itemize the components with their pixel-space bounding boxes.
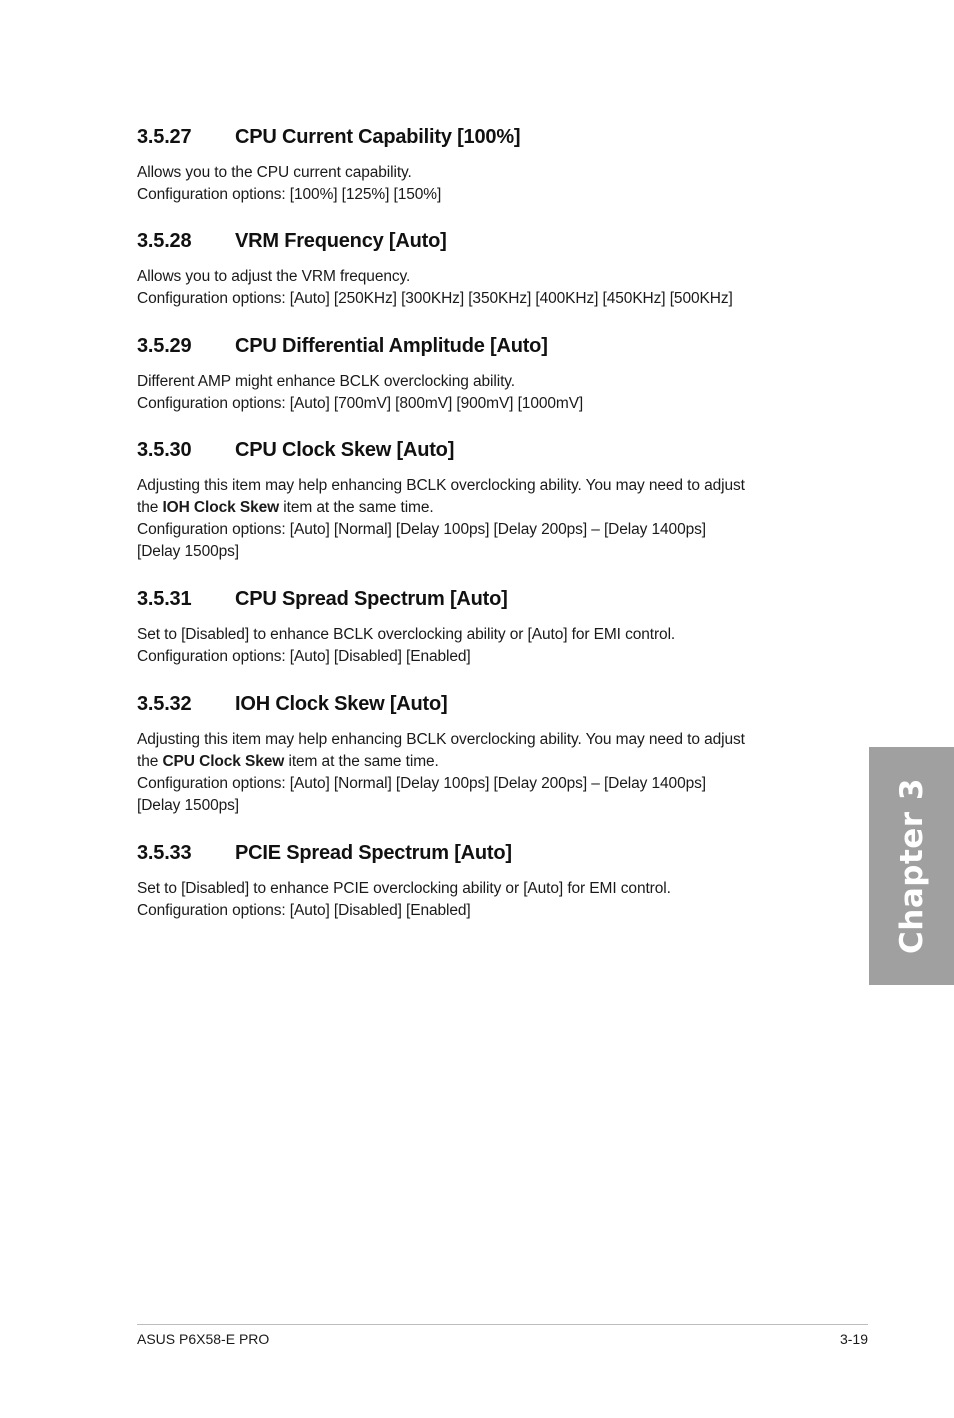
description-line-suffix: item at the same time.	[284, 753, 439, 770]
section-description	[137, 371, 817, 415]
section-heading	[137, 126, 817, 149]
description-line: Set to [Disabled] to enhance BCLK overclocking ability or [Auto] for EMI control.	[137, 626, 676, 643]
config-options-line: Configuration options: [Auto] [250KHz] [300KHz] [350KHz] [400KHz] [450KHz] [500KHz]	[137, 290, 733, 307]
section-3-5-30	[137, 439, 817, 563]
config-options-line: Configuration options: [Auto] [Disabled] [Enabled]	[137, 902, 471, 919]
section-description	[137, 624, 817, 668]
section-3-5-33	[137, 842, 817, 922]
section-description	[137, 878, 817, 922]
section-title: IOH Clock Skew [Auto]	[235, 693, 448, 715]
config-options-line: Configuration options: [Auto] [Normal] [Delay 100ps] [Delay 200ps] – [Delay 1400ps]	[137, 775, 706, 792]
config-options-continuation: [Delay 1500ps]	[137, 543, 239, 560]
section-number: 3.5.30	[137, 439, 192, 461]
section-number: 3.5.31	[137, 588, 192, 610]
description-line: Allows you to the CPU current capability.	[137, 164, 412, 181]
section-number: 3.5.29	[137, 335, 192, 357]
section-number: 3.5.33	[137, 842, 192, 864]
footer-page-number: 3-19	[839, 1331, 868, 1347]
section-title: CPU Current Capability [100%]	[235, 126, 521, 148]
config-options-line: Configuration options: [Auto] [700mV] [800mV] [900mV] [1000mV]	[137, 395, 584, 412]
section-title: CPU Spread Spectrum [Auto]	[235, 588, 508, 610]
footer-divider	[137, 1324, 868, 1325]
description-line: Adjusting this item may help enhancing BCLK overclocking ability. You may need to adjust	[137, 731, 745, 748]
section-description	[137, 729, 817, 817]
description-line-suffix: item at the same time.	[279, 499, 434, 516]
section-description	[137, 162, 817, 206]
section-3-5-32	[137, 693, 817, 817]
description-line: Set to [Disabled] to enhance PCIE overclocking ability or [Auto] for EMI control.	[137, 880, 671, 897]
section-description	[137, 475, 817, 563]
config-options-line: Configuration options: [Auto] [Normal] [Delay 100ps] [Delay 200ps] – [Delay 1400ps]	[137, 521, 706, 538]
section-description	[137, 266, 817, 310]
config-options-line: Configuration options: [100%] [125%] [150%]	[137, 186, 442, 203]
section-heading	[137, 693, 817, 716]
config-options-continuation: [Delay 1500ps]	[137, 797, 239, 814]
section-heading	[137, 588, 817, 611]
description-line: Allows you to adjust the VRM frequency.	[137, 268, 411, 285]
item-reference: IOH Clock Skew	[162, 499, 280, 516]
section-title: CPU Differential Amplitude [Auto]	[235, 335, 548, 357]
config-options-line: Configuration options: [Auto] [Disabled] [Enabled]	[137, 648, 471, 665]
footer-product-name: ASUS P6X58-E PRO	[137, 1331, 270, 1347]
section-3-5-29	[137, 335, 817, 415]
item-reference: CPU Clock Skew	[162, 753, 285, 770]
description-line: Different AMP might enhance BCLK overclocking ability.	[137, 373, 515, 390]
chapter-tab	[869, 747, 954, 985]
section-number: 3.5.28	[137, 230, 192, 252]
section-heading	[137, 439, 817, 462]
description-line-prefix: the	[137, 499, 163, 516]
section-title: VRM Frequency [Auto]	[235, 230, 447, 252]
section-3-5-28	[137, 230, 817, 310]
section-title: CPU Clock Skew [Auto]	[235, 439, 455, 461]
section-3-5-27	[137, 126, 817, 206]
chapter-tab-label: Chapter 3	[893, 778, 930, 954]
section-number: 3.5.27	[137, 126, 192, 148]
section-heading	[137, 842, 817, 865]
section-number: 3.5.32	[137, 693, 192, 715]
section-heading	[137, 230, 817, 253]
description-line: Adjusting this item may help enhancing BCLK overclocking ability. You may need to adjust	[137, 477, 745, 494]
section-3-5-31	[137, 588, 817, 668]
description-line-prefix: the	[137, 753, 163, 770]
section-title: PCIE Spread Spectrum [Auto]	[235, 842, 512, 864]
section-heading	[137, 335, 817, 358]
